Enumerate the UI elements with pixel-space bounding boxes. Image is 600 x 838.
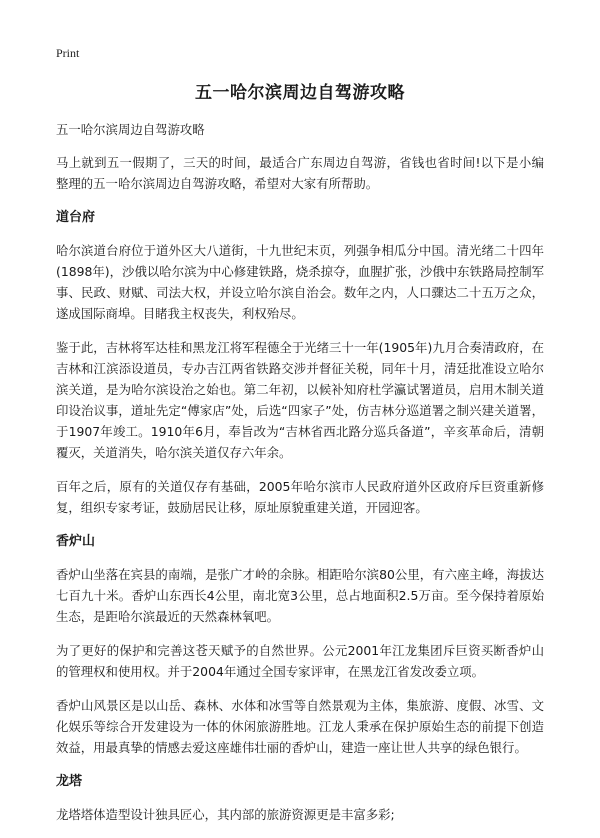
section-paragraph: 香炉山坐落在宾县的南端，是张广才岭的余脉。相距哈尔滨80公里，有六座主峰，海拔达七百九十米。香炉山东西长4公里，南北宽3公里，总占地面积2.5万亩。至今保持着原始生态，是距哈尔滨最近的天然森林氧吧。 — [56, 567, 544, 624]
section-paragraph: 香炉山风景区是以山岳、森林、水体和冰雪等自然景观为主体，集旅游、度假、冰雪、文化娱乐等综合开发建设为一体的休闲旅游胜地。江龙人秉承在保护原始生态的前提下创造效益，用最真挚的情感去爱这座雄伟壮丽的香炉山，建造一座让世人共享的绿色银行。 — [56, 698, 544, 755]
section-heading-longta: 龙塔 — [56, 774, 83, 789]
section-paragraph: 哈尔滨道台府位于道外区大八道街，十九世纪末页，列强争相瓜分中国。清光绪二十四年(1898年)，沙俄以哈尔滨为中心修建铁路，烧杀掠夺，血腥扩张，沙俄中东铁路局控制军事、民政、财赋、司法大权，并设立哈尔滨自治会。数年之内，人口骤达二十五万之众，遂成国际商埠。目睹我主权丧失，利权殆尽。 — [56, 243, 544, 321]
section-heading-daotaifu: 道台府 — [56, 210, 96, 225]
section-paragraph: 为了更好的保护和完善这苍天赋予的自然世界。公元2001年江龙集团斥巨资买断香炉山的管理权和使用权。并于2004年通过全国专家评审，在黑龙江省发改委立项。 — [56, 643, 544, 679]
page-title: 五一哈尔滨周边自驾游攻略 — [195, 83, 405, 103]
section-paragraph: 鉴于此，吉林将军达桂和黑龙江将军程德全于光绪三十一年(1905年)九月合奏清政府，在吉林和江滨添设道员，专办吉江两省铁路交涉并督征关税，同年十月，清廷批准设立哈尔滨关道，是为哈尔滨设治之始也。第二年初，以候补知府杜学瀛试署道员，启用木制关道印设治议事，道址先定“傅家店”处，后选“四家子”处，仿吉林分巡道署之制兴建关道署，于1907年竣工。1910年6月，奉旨改为“吉林省西北路分巡兵备道”，辛亥革命后，清朝覆灭，关道消失，哈尔滨关道仅存六年余。 — [56, 340, 544, 460]
intro-paragraph: 马上就到五一假期了，三天的时间，最适合广东周边自驾游，省钱也省时间!以下是小编整理的五一哈尔滨周边自驾游攻略，希望对大家有所帮助。 — [56, 155, 544, 191]
article-subtitle: 五一哈尔滨周边自驾游攻略 — [56, 122, 205, 137]
section-paragraph: 龙塔塔体造型设计独具匠心，其内部的旅游资源更是丰富多彩; — [56, 807, 395, 822]
print-link[interactable]: Print — [56, 46, 80, 60]
section-heading-xianglushan: 香炉山 — [56, 534, 96, 549]
section-paragraph: 百年之后，原有的关道仅存有基础，2005年哈尔滨市人民政府道外区政府斥巨资重新修复，组织专家考证，鼓励居民让移，原址原貌重建关道，开园迎客。 — [56, 479, 544, 515]
article-body — [56, 119, 544, 838]
